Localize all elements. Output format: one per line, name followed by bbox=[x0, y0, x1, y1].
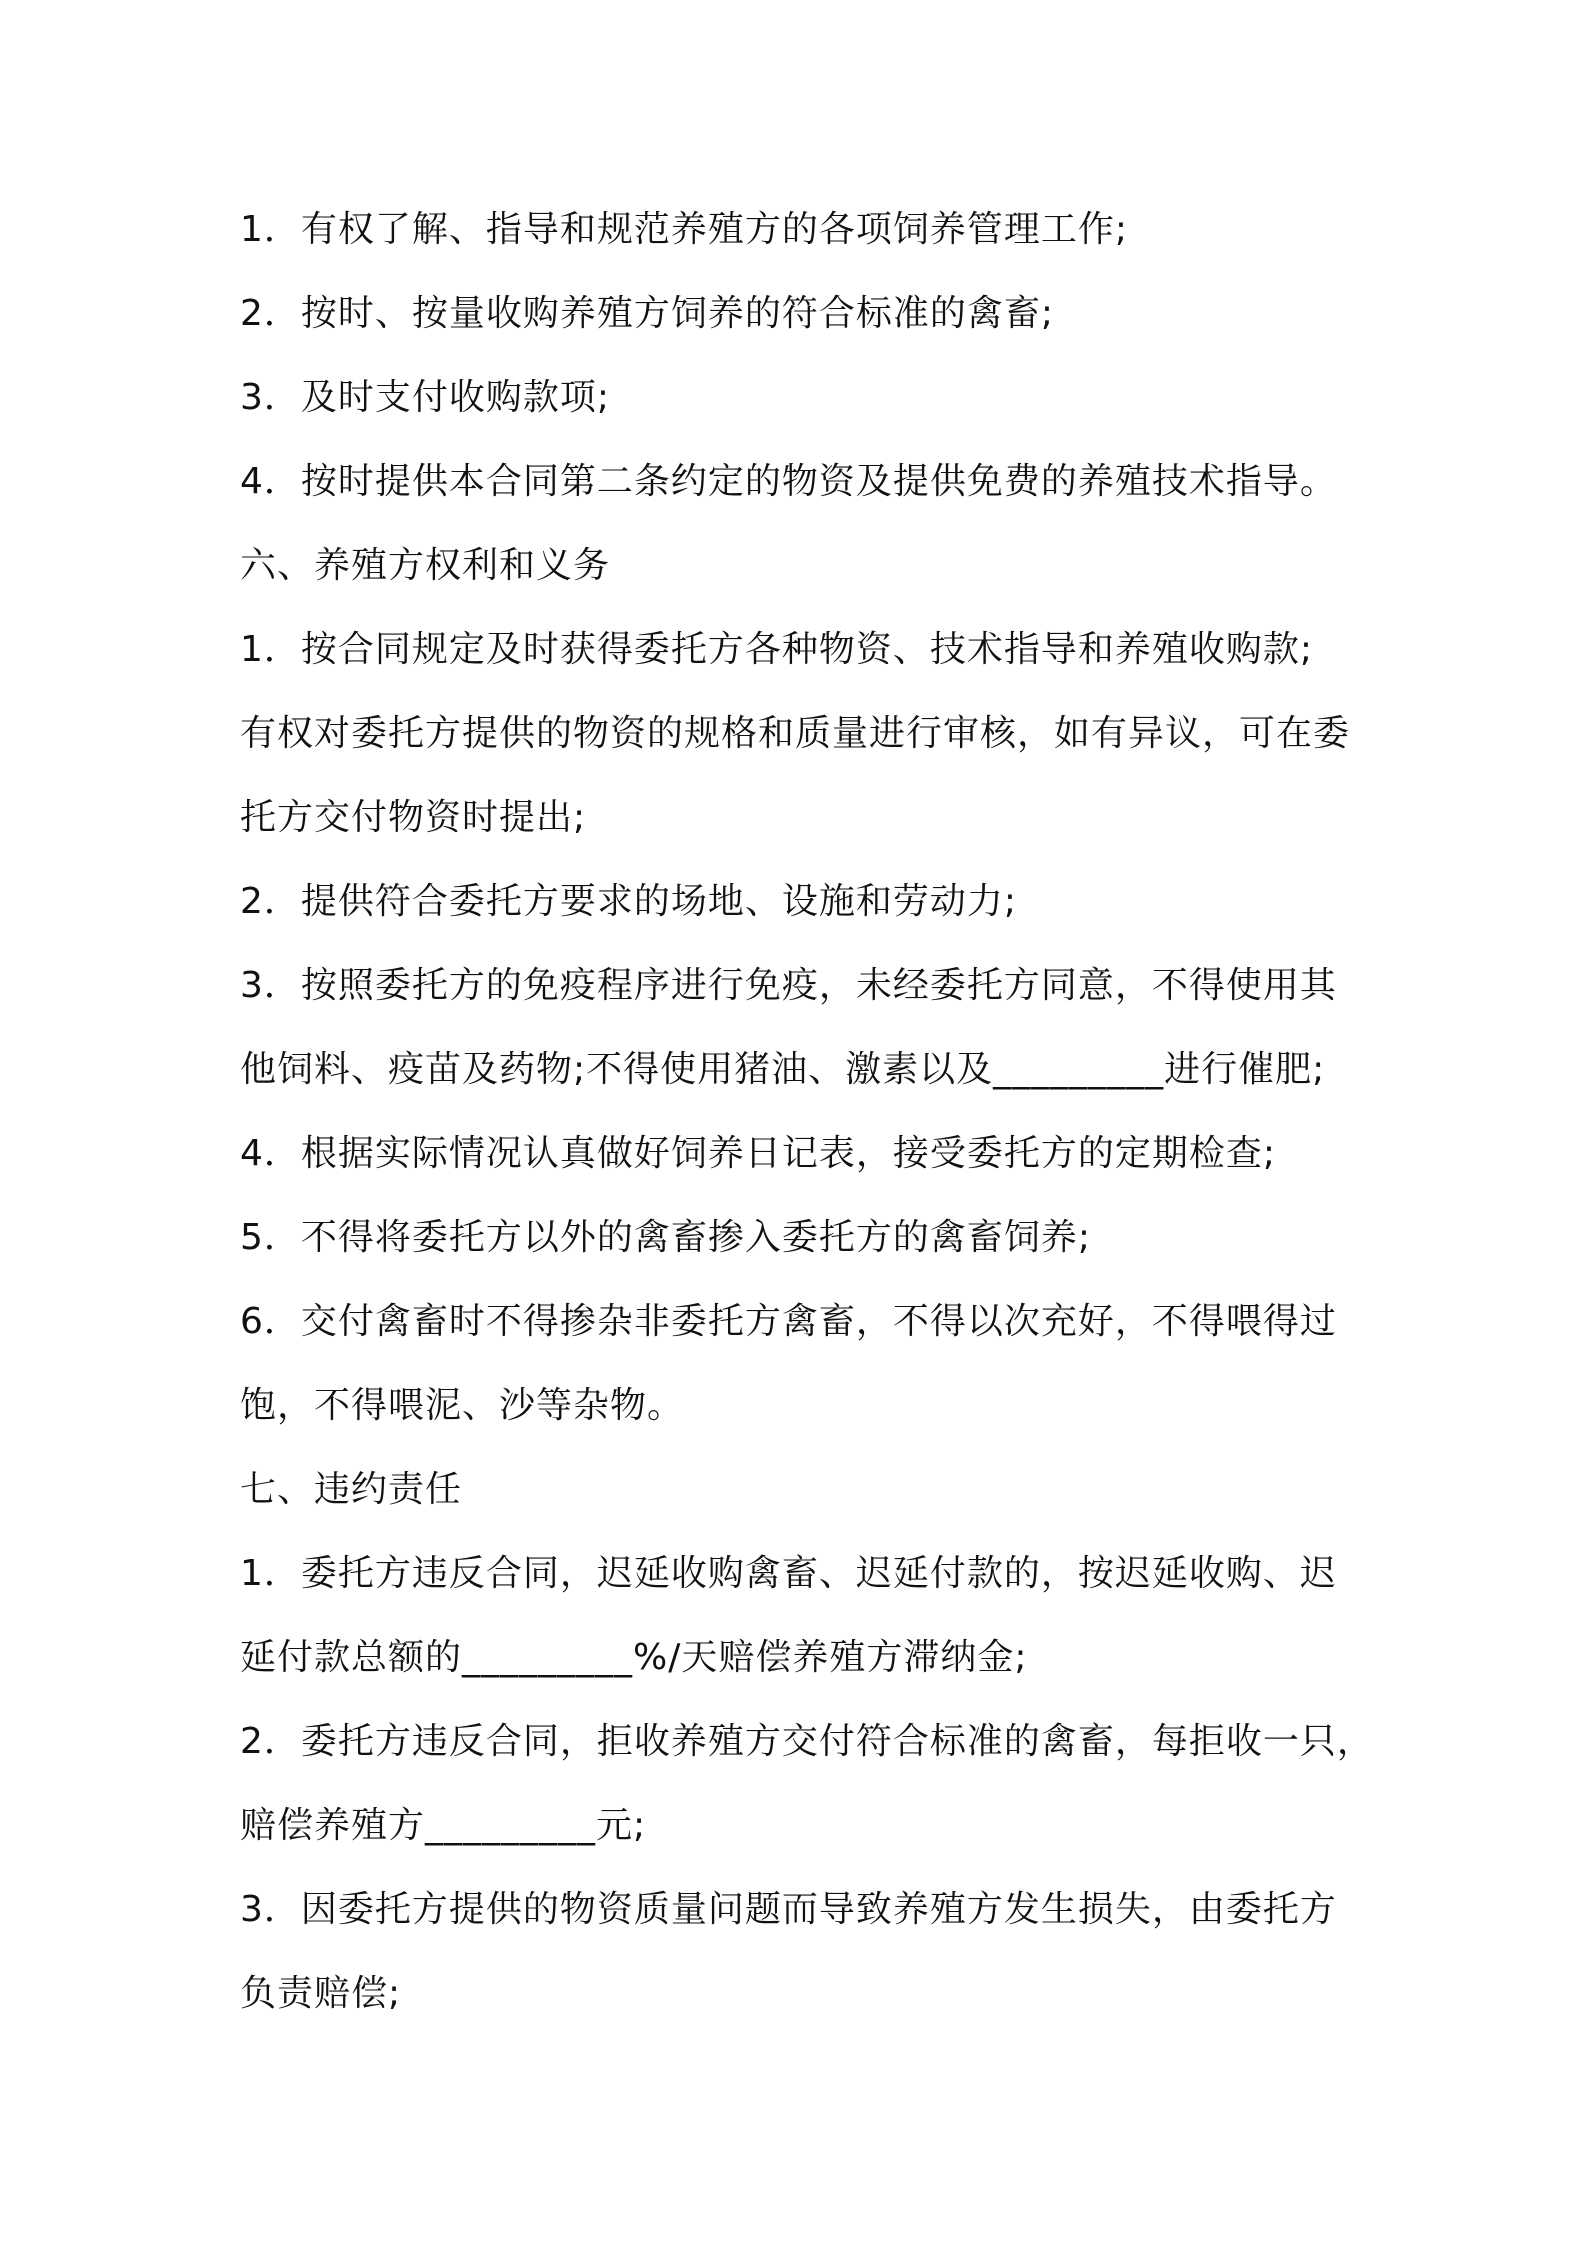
text-line: 4．按时提供本合同第二条约定的物资及提供免费的养殖技术指导。 bbox=[240, 461, 1337, 502]
text-line: 2．按时、按量收购养殖方饲养的符合标准的禽畜; bbox=[240, 293, 1055, 334]
text-line: 5．不得将委托方以外的禽畜掺入委托方的禽畜饲养; bbox=[240, 1217, 1092, 1258]
text-line: 6．交付禽畜时不得掺杂非委托方禽畜，不得以次充好，不得喂得过 bbox=[240, 1301, 1337, 1342]
text-line: 2．委托方违反合同，拒收养殖方交付符合标准的禽畜，每拒收一只， bbox=[240, 1721, 1374, 1762]
text-line: 有权对委托方提供的物资的规格和质量进行审核，如有异议，可在委 bbox=[240, 713, 1351, 754]
text-line: 3．及时支付收购款项; bbox=[240, 377, 611, 418]
text-line: 1．委托方违反合同，迟延收购禽畜、迟延付款的，按迟延收购、迟 bbox=[240, 1553, 1337, 1594]
text-line: 他饲料、疫苗及药物;不得使用猪油、激素以及_________进行催肥; bbox=[240, 1049, 1326, 1090]
text-line: 3．按照委托方的免疫程序进行免疫，未经委托方同意，不得使用其 bbox=[240, 965, 1337, 1006]
text-line: 托方交付物资时提出; bbox=[240, 797, 587, 838]
section-heading: 七、违约责任 bbox=[240, 1469, 463, 1510]
text-line: 4．根据实际情况认真做好饲养日记表，接受委托方的定期检查; bbox=[240, 1133, 1277, 1174]
text-line: 2．提供符合委托方要求的场地、设施和劳动力; bbox=[240, 881, 1018, 922]
text-line: 饱，不得喂泥、沙等杂物。 bbox=[240, 1385, 685, 1426]
text-line: 赔偿养殖方_________元; bbox=[240, 1805, 647, 1846]
text-line: 负责赔偿; bbox=[240, 1973, 402, 2014]
text-line: 1．有权了解、指导和规范养殖方的各项饲养管理工作; bbox=[240, 209, 1129, 250]
text-line: 3．因委托方提供的物资质量问题而导致养殖方发生损失，由委托方 bbox=[240, 1889, 1337, 1930]
section-heading: 六、养殖方权利和义务 bbox=[240, 545, 611, 586]
text-line: 延付款总额的_________%/天赔偿养殖方滞纳金; bbox=[240, 1637, 1028, 1678]
text-line: 1．按合同规定及时获得委托方各种物资、技术指导和养殖收购款; bbox=[240, 629, 1314, 670]
